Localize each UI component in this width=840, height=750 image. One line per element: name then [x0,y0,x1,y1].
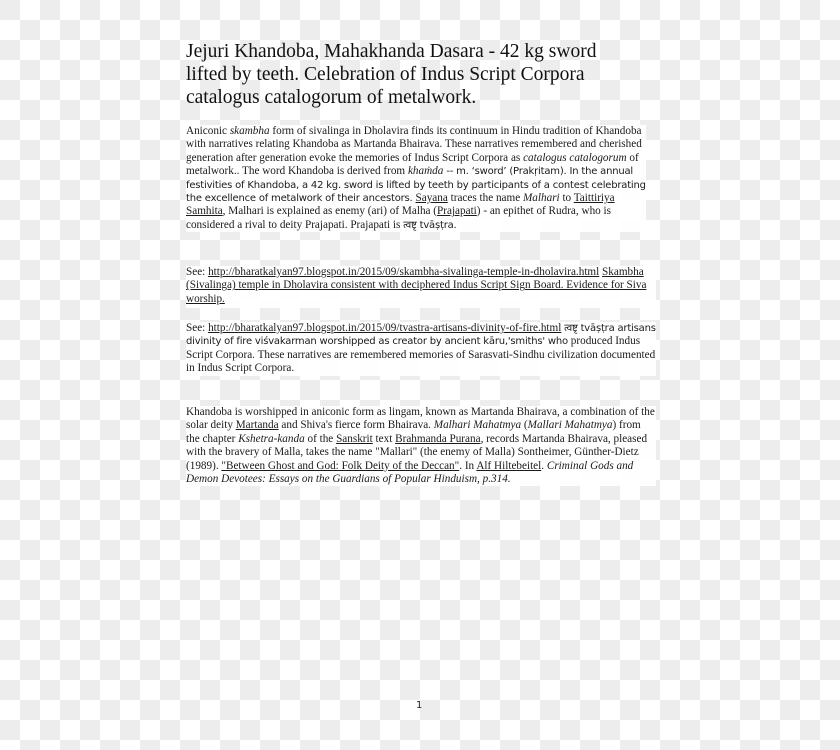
italic-term: khaṁda [407,165,444,178]
devanagari-text: त्वष्टृ [564,323,578,334]
text: . In [459,459,477,472]
paragraph-khandoba-intro [186,125,646,232]
text: tvāṣṭra artisans divinity of fire viśvakarman worshipped as creator by ancient kāru,'smiths' who [186,323,656,348]
text: traces the name [447,192,523,205]
italic-term: catalogus catalogorum [523,151,627,164]
link-martanda[interactable]: Martanda [235,419,279,432]
link-between-ghost-and-god[interactable]: "Between Ghost and God: Folk Deity of the Deccan" [221,459,460,472]
link-sayana[interactable]: Sayana [415,192,448,205]
text: of metalwork.. The word Khandoba is derived from [186,151,639,178]
italic-citation: Criminal Gods and Demon Devotees: Essays on the Guardians of Popular Hinduism, p.314. [186,459,634,486]
link-skambha-url[interactable]: http://bharatkalyan97.blogspot.in/2015/09/skambha-sivalinga-temple-in-dholavira.html [208,266,600,278]
italic-term: Mallari Mahatmya [527,419,613,432]
italic-term: Kshetra-kanda [238,432,305,445]
paragraph-khandoba-worship [186,406,656,486]
devanagari-text: त्वष्टृ [403,219,417,231]
see-label: See: [186,266,209,278]
italic-term: Malhari Mahatmya [433,419,522,432]
link-tvastra-url[interactable]: http://bharatkalyan97.blogspot.in/2015/09/tvastra-artisans-divinity-of-fire.html [208,322,562,334]
italic-term: skambha [229,125,270,137]
text: Khandoba is worshipped in aniconic form as lingam, known as Martanda Bhairava, a combination of the solar deity [186,406,655,432]
link-sanskrit[interactable]: Sanskrit [336,432,373,445]
text: ) from the chapter [186,419,641,445]
page-number: 1 [416,700,423,711]
text: , records Martanda Bhairava, pleased with the bravery of Malla, takes the name "Mallari" (the enemy of Malla) Sontheimer, Günther-Dietz (1989). [186,432,648,472]
text: . [541,459,547,472]
text: Aniconic [186,125,230,137]
text: of the [304,432,337,445]
link-brahmanda-purana[interactable]: Brahmanda Purana [395,432,481,445]
text: , Malhari is explained as enemy (ari) of Malha ( [222,205,438,218]
text: ( [521,419,528,432]
see-label: See: [186,322,209,334]
text: tvāṣṭra. [416,219,457,231]
paragraph-see-skambha [186,266,656,308]
text: -- m. ‘sword’ (Prakṛitam). In the annual festivities of Khandoba, a 42 kg. sword is lifted by teeth by participants of a contest celebrating the excellence of metalwork of their ancestors. [186,166,646,205]
italic-term: Malhari [522,192,560,205]
link-alf-hiltebeitel[interactable]: Alf Hiltebeitel [476,459,542,472]
text: produced Indus Script Corpora. These narratives are remembered memories of Sarasvati-Sindhu civilization documented in Indus Script Corpora. [186,335,656,375]
paragraph-see-tvastra [186,322,656,376]
link-taittiriya-samhita[interactable]: Taittiriya Samhita [186,192,615,218]
link-prajapati[interactable]: Prajapati [437,205,477,218]
text: form of sivalinga in Dholavira finds its continuum in Hindu tradition of Khandoba with narratives relating Khandoba as Martanda Bhairava. These narratives remembered and cherished generation after generation evoke the memories of Indus Script Corpora as [186,125,642,164]
text: ) - an epithet of Rudra, who is considered a rival to deity Prajapati. Prajapati is [186,205,612,231]
text: text [372,432,396,445]
text: and Shiva's fierce form Bhairava. [278,419,434,432]
link-skambha-title[interactable]: Skambha (Sivalinga) temple in Dholavira consistent with deciphered Indus Script Sign Board. Evidence for Siva worship. [186,266,647,305]
text: to [559,192,574,205]
document-title: Jejuri Khandoba, Mahakhanda Dasara - 42 kg sword lifted by teeth. Celebration of Indus Script Corpora catalogus catalogorum of metalwork. [186,41,597,108]
